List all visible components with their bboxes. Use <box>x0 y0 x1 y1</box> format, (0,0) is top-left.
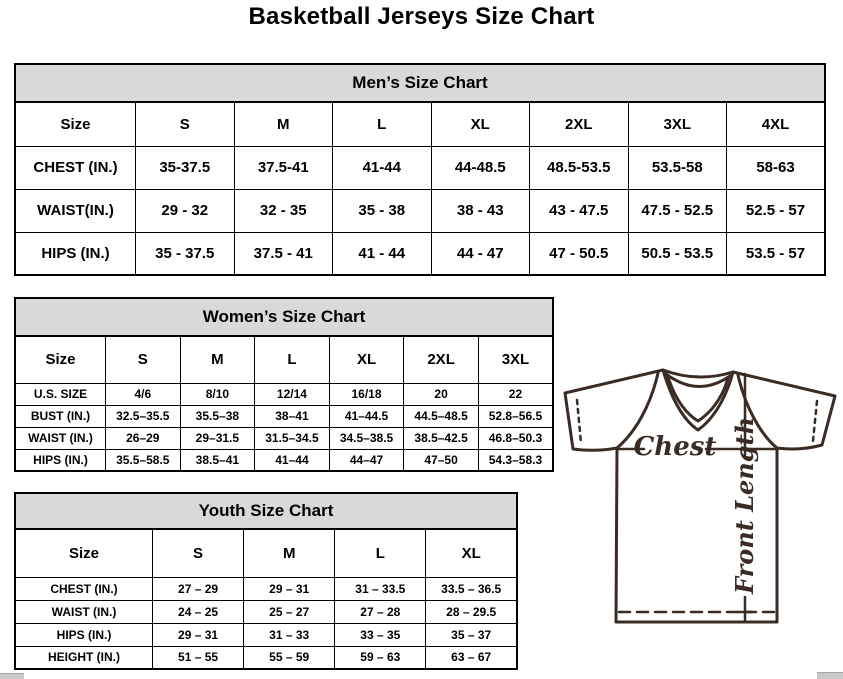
youth-size-table <box>14 528 518 670</box>
size-cell: 47–50 <box>404 449 479 471</box>
size-cell: 29 – 31 <box>244 577 335 600</box>
table-row <box>15 405 553 427</box>
size-cell: 48.5-53.5 <box>530 146 629 189</box>
size-cell: 31 – 33.5 <box>335 577 426 600</box>
size-cell: 51 – 55 <box>153 646 244 669</box>
column-header: 3XL <box>478 336 553 383</box>
size-cell: 31.5–34.5 <box>255 427 330 449</box>
table-row <box>15 189 825 232</box>
size-cell: 33.5 – 36.5 <box>426 577 517 600</box>
size-cell: 38.5–42.5 <box>404 427 479 449</box>
table-row <box>15 146 825 189</box>
size-cell: 52.8–56.5 <box>478 405 553 427</box>
size-cell: 4/6 <box>106 383 181 405</box>
row-label: HIPS (IN.) <box>15 449 106 471</box>
horizontal-scrollbar-fragment-right[interactable] <box>817 672 843 679</box>
size-cell: 32 - 35 <box>234 189 333 232</box>
column-header: Size <box>15 102 136 146</box>
size-cell: 26–29 <box>106 427 181 449</box>
column-header: S <box>136 102 235 146</box>
row-label: WAIST (IN.) <box>15 600 153 623</box>
size-cell: 34.5–38.5 <box>329 427 404 449</box>
size-cell: 55 – 59 <box>244 646 335 669</box>
table-row <box>15 577 517 600</box>
size-cell: 25 – 27 <box>244 600 335 623</box>
column-header: L <box>333 102 432 146</box>
size-cell: 8/10 <box>180 383 255 405</box>
row-label: WAIST (IN.) <box>15 427 106 449</box>
jersey-measurement-diagram <box>556 360 842 628</box>
column-header: S <box>106 336 181 383</box>
column-header: S <box>153 529 244 577</box>
size-cell: 38–41 <box>255 405 330 427</box>
table-row <box>15 623 517 646</box>
size-cell: 59 – 63 <box>335 646 426 669</box>
mens-size-chart-section <box>14 63 826 276</box>
row-label: U.S. SIZE <box>15 383 106 405</box>
size-cell: 44–47 <box>329 449 404 471</box>
mens-section-title: Men’s Size Chart <box>14 63 826 103</box>
size-cell: 27 – 29 <box>153 577 244 600</box>
row-label: HIPS (IN.) <box>15 623 153 646</box>
size-cell: 12/14 <box>255 383 330 405</box>
size-cell: 35 - 37.5 <box>136 232 235 275</box>
column-header: M <box>234 102 333 146</box>
table-row <box>15 232 825 275</box>
front-length-label: Front Length <box>730 416 759 594</box>
size-cell: 35 - 38 <box>333 189 432 232</box>
right-cuff-dashed-line <box>813 401 817 441</box>
column-header: Size <box>15 336 106 383</box>
table-row <box>15 427 553 449</box>
size-cell: 27 – 28 <box>335 600 426 623</box>
column-header: 2XL <box>404 336 479 383</box>
left-cuff-dashed-line <box>577 400 581 443</box>
jersey-outline <box>565 370 835 622</box>
size-cell: 53.5-58 <box>628 146 727 189</box>
table-row <box>15 383 553 405</box>
size-header-row <box>15 529 517 577</box>
horizontal-scrollbar-fragment-left[interactable] <box>0 673 24 679</box>
size-cell: 37.5-41 <box>234 146 333 189</box>
column-header: Size <box>15 529 153 577</box>
size-cell: 16/18 <box>329 383 404 405</box>
size-cell: 47 - 50.5 <box>530 232 629 275</box>
size-cell: 37.5 - 41 <box>234 232 333 275</box>
size-cell: 22 <box>478 383 553 405</box>
row-label: WAIST(IN.) <box>15 189 136 232</box>
size-cell: 41 - 44 <box>333 232 432 275</box>
size-cell: 53.5 - 57 <box>727 232 826 275</box>
size-cell: 28 – 29.5 <box>426 600 517 623</box>
size-cell: 41-44 <box>333 146 432 189</box>
table-row <box>15 449 553 471</box>
size-cell: 54.3–58.3 <box>478 449 553 471</box>
size-cell: 31 – 33 <box>244 623 335 646</box>
womens-size-table <box>14 335 554 472</box>
womens-section-title: Women’s Size Chart <box>14 297 554 337</box>
size-cell: 52.5 - 57 <box>727 189 826 232</box>
size-cell: 38.5–41 <box>180 449 255 471</box>
size-cell: 24 – 25 <box>153 600 244 623</box>
size-cell: 29 - 32 <box>136 189 235 232</box>
row-label: HEIGHT (IN.) <box>15 646 153 669</box>
size-cell: 41–44.5 <box>329 405 404 427</box>
size-cell: 58-63 <box>727 146 826 189</box>
size-header-row <box>15 102 825 146</box>
size-cell: 32.5–35.5 <box>106 405 181 427</box>
size-cell: 44.5–48.5 <box>404 405 479 427</box>
mens-size-table <box>14 101 826 276</box>
size-cell: 47.5 - 52.5 <box>628 189 727 232</box>
column-header: L <box>255 336 330 383</box>
size-cell: 20 <box>404 383 479 405</box>
row-label: CHEST (IN.) <box>15 577 153 600</box>
size-cell: 38 - 43 <box>431 189 530 232</box>
size-cell: 33 – 35 <box>335 623 426 646</box>
column-header: 4XL <box>727 102 826 146</box>
size-cell: 44 - 47 <box>431 232 530 275</box>
column-header: M <box>180 336 255 383</box>
column-header: XL <box>426 529 517 577</box>
column-header: XL <box>329 336 404 383</box>
size-header-row <box>15 336 553 383</box>
size-cell: 63 – 67 <box>426 646 517 669</box>
size-cell: 50.5 - 53.5 <box>628 232 727 275</box>
column-header: L <box>335 529 426 577</box>
table-row <box>15 600 517 623</box>
page-title: Basketball Jerseys Size Chart <box>248 3 595 30</box>
size-cell: 46.8–50.3 <box>478 427 553 449</box>
size-cell: 35.5–38 <box>180 405 255 427</box>
size-cell: 35 – 37 <box>426 623 517 646</box>
table-row <box>15 646 517 669</box>
row-label: BUST (IN.) <box>15 405 106 427</box>
size-cell: 43 - 47.5 <box>530 189 629 232</box>
chest-label: Chest <box>633 432 717 462</box>
size-cell: 29 – 31 <box>153 623 244 646</box>
row-label: CHEST (IN.) <box>15 146 136 189</box>
collar-top-edge <box>663 370 733 377</box>
size-cell: 29–31.5 <box>180 427 255 449</box>
column-header: 3XL <box>628 102 727 146</box>
size-cell: 44-48.5 <box>431 146 530 189</box>
youth-section-title: Youth Size Chart <box>14 492 518 530</box>
youth-size-chart-section <box>14 492 518 670</box>
size-cell: 35-37.5 <box>136 146 235 189</box>
column-header: M <box>244 529 335 577</box>
womens-size-chart-section <box>14 297 554 472</box>
row-label: HIPS (IN.) <box>15 232 136 275</box>
column-header: XL <box>431 102 530 146</box>
column-header: 2XL <box>530 102 629 146</box>
size-cell: 41–44 <box>255 449 330 471</box>
size-cell: 35.5–58.5 <box>106 449 181 471</box>
